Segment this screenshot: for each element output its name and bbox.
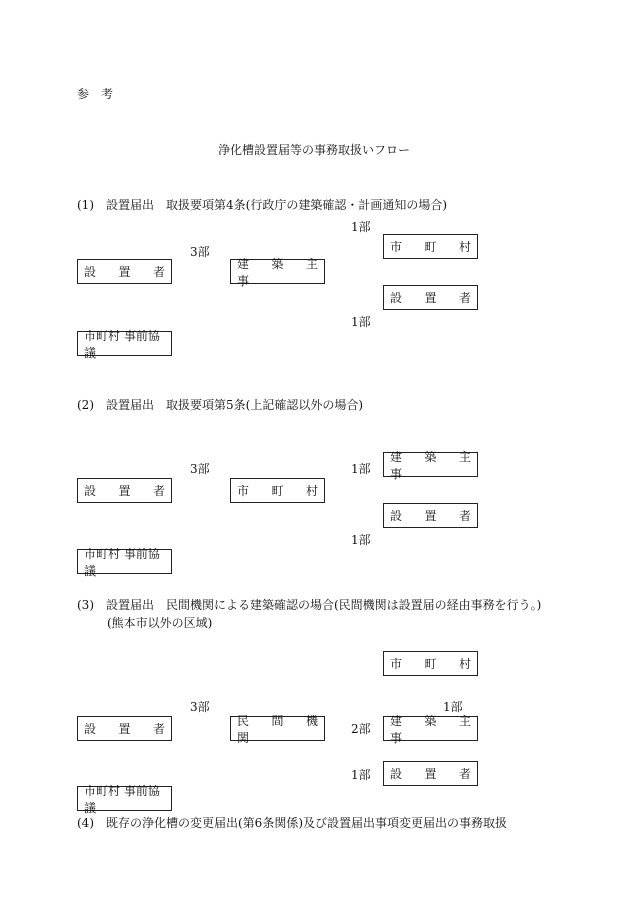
section3-box-building-official: 建 築 主 事 bbox=[383, 716, 478, 741]
section4-heading: (4) 既存の浄化槽の変更届出(第6条関係)及び設置届出事項変更届出の事務取扱 bbox=[77, 816, 507, 830]
section2-box-building-official: 建 築 主 事 bbox=[383, 452, 478, 477]
section2-heading: (2) 設置届出 取扱要項第5条(上記確認以外の場合) bbox=[77, 398, 363, 412]
section2-count-top: 1部 bbox=[351, 462, 371, 476]
section2-box-prior-consultation: 市町村 事前協議 bbox=[77, 549, 172, 574]
section3-box-municipality: 市 町 村 bbox=[383, 651, 478, 676]
section1-heading: (1) 設置届出 取扱要項第4条(行政庁の建築確認・計画通知の場合) bbox=[77, 198, 447, 212]
section3-box-prior-consultation: 市町村 事前協議 bbox=[77, 786, 172, 811]
section1-box-municipality: 市 町 村 bbox=[383, 234, 478, 259]
section3-count-top: 1部 bbox=[443, 700, 463, 714]
section3-subheading: (熊本市以外の区域) bbox=[107, 616, 213, 630]
section2-box-installer-2: 設 置 者 bbox=[383, 503, 478, 528]
section3-count-left: 3部 bbox=[190, 700, 210, 714]
section2-box-municipality: 市 町 村 bbox=[230, 478, 325, 503]
section3-count-bottom: 1部 bbox=[351, 768, 371, 782]
section1-count-top: 1部 bbox=[351, 220, 371, 234]
section2-count-mid: 3部 bbox=[190, 462, 210, 476]
section2-count-bottom: 1部 bbox=[351, 533, 371, 547]
page-title: 浄化槽設置届等の事務取扱いフロー bbox=[218, 143, 411, 157]
section1-count-bottom: 1部 bbox=[351, 315, 371, 329]
section3-heading: (3) 設置届出 民間機関による建築確認の場合(民間機関は設置届の経由事務を行う。) bbox=[77, 598, 542, 612]
section1-box-prior-consultation: 市町村 事前協議 bbox=[77, 331, 172, 356]
section1-box-installer: 設 置 者 bbox=[77, 259, 172, 284]
section1-count-mid: 3部 bbox=[190, 245, 210, 259]
page-header: 参 考 bbox=[77, 87, 114, 101]
section3-count-mid: 2部 bbox=[351, 722, 371, 736]
section1-box-building-official: 建 築 主 事 bbox=[230, 259, 325, 284]
section3-box-installer: 設 置 者 bbox=[77, 716, 172, 741]
section3-box-private-agency: 民 間 機 関 bbox=[230, 716, 325, 741]
section2-box-installer: 設 置 者 bbox=[77, 478, 172, 503]
section3-box-installer-2: 設 置 者 bbox=[383, 761, 478, 786]
section1-box-installer-2: 設 置 者 bbox=[383, 285, 478, 310]
